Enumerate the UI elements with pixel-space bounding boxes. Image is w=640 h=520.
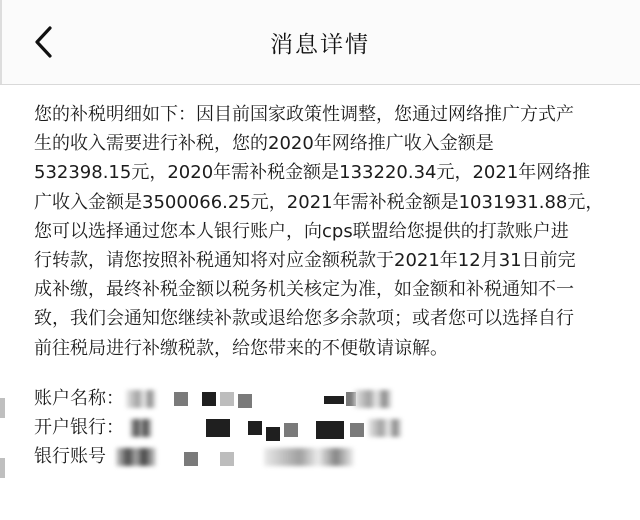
redacted-account-name <box>126 390 156 408</box>
message-line: 广收入金额是3500066.25元，2021年需补税金额是1031931.88元， <box>34 191 604 213</box>
top-navigation-bar <box>0 0 640 85</box>
message-line: 您可以选择通过您本人银行账户，向cps联盟给您提供的打款账户进 <box>34 220 569 242</box>
redacted-pixel <box>266 427 280 441</box>
redacted-pixel <box>350 423 364 437</box>
message-line: 前往税局进行补缴税款，给您带来的不便敬请谅解。 <box>34 337 448 359</box>
redacted-pixel <box>174 392 188 406</box>
redacted-account-number <box>264 448 354 466</box>
redacted-pixel <box>284 423 298 437</box>
redacted-pixel <box>202 392 216 406</box>
window-edge-mark <box>0 458 5 478</box>
redacted-pixel <box>238 394 252 408</box>
redacted-bank-name <box>130 419 152 437</box>
redacted-pixel <box>184 452 198 466</box>
account-number-label: 银行账号 <box>34 446 106 467</box>
bank-label: 开户银行： <box>34 417 124 438</box>
redacted-pixel <box>316 421 344 439</box>
message-line: 532398.15元，2020年需补税金额是133220.34元，2021年网络推 <box>34 162 591 184</box>
account-name-row <box>34 384 634 413</box>
redacted-pixel <box>206 419 230 437</box>
message-line: 致，我们会通知您继续补款或退给您多余款项；或者您可以选择自行 <box>34 308 574 330</box>
bank-row <box>34 413 634 442</box>
account-number-row <box>34 442 634 471</box>
window-edge-mark <box>0 398 5 418</box>
account-name-label: 账户名称： <box>34 388 124 409</box>
message-line: 您的补税明细如下：因目前国家政策性调整，您通过网络推广方式产 <box>34 104 574 125</box>
message-line: 生的收入需要进行补税，您的2020年网络推广收入金额是 <box>34 133 494 155</box>
redacted-pixel <box>324 396 344 404</box>
page-title: 消息详情 <box>270 32 370 58</box>
redacted-pixel <box>220 392 234 406</box>
message-line: 行转款，请您按照补税通知将对应金额税款于2021年12月31日前完 <box>34 250 576 272</box>
message-line: 成补缴，最终补税金额以税务机关核定为准，如金额和补税通知不一 <box>34 279 574 301</box>
redacted-bank-name <box>368 419 402 437</box>
redacted-account-name <box>354 390 392 408</box>
redacted-account-number <box>116 448 156 466</box>
redacted-pixel <box>248 421 262 435</box>
message-body <box>34 100 624 363</box>
account-info <box>34 384 634 471</box>
redacted-pixel <box>220 452 234 466</box>
